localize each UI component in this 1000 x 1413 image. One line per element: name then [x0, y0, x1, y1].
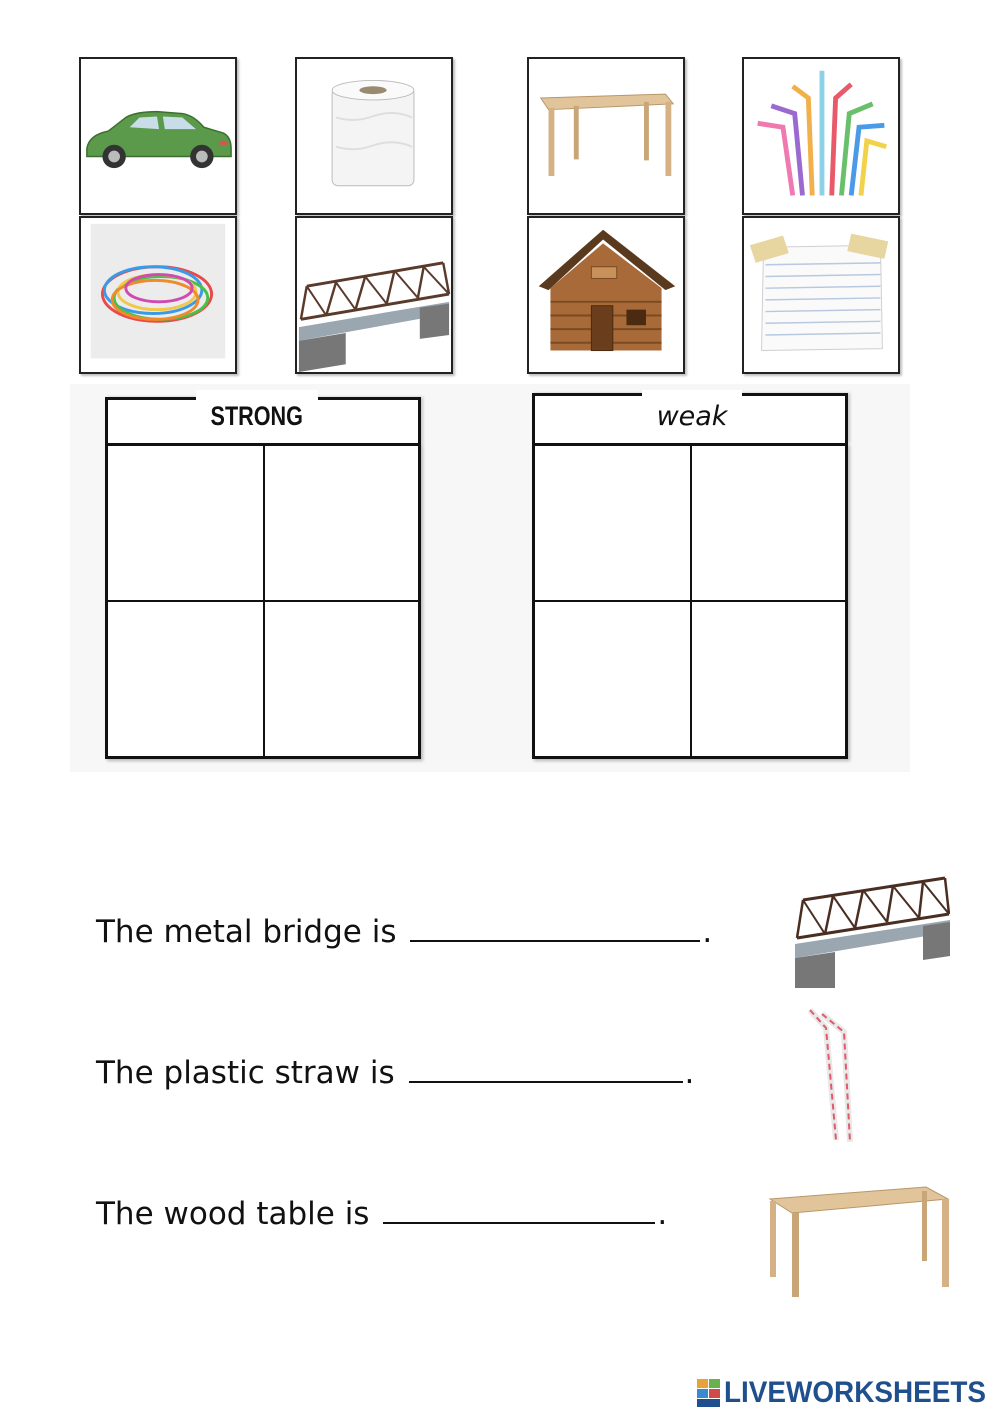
picture-card-car[interactable] — [79, 57, 237, 215]
wooden-house-icon — [529, 218, 683, 372]
sentence-row-1 — [96, 914, 712, 950]
wooden-table-icon — [529, 59, 683, 213]
strong-label-plate — [196, 390, 318, 442]
sentence-text: The wood table is — [96, 1196, 370, 1232]
liveworksheets-logo — [697, 1376, 1000, 1410]
picture-card-house[interactable] — [527, 216, 685, 374]
picture-card-straws[interactable] — [742, 57, 900, 215]
bridge-picture — [795, 860, 950, 988]
weak-drop-cell-1[interactable] — [535, 446, 692, 602]
metal-bridge-icon — [297, 218, 451, 372]
weak-label: weak — [656, 401, 728, 432]
plastic-straw-icon — [800, 1004, 860, 1144]
answer-blank-1[interactable] — [410, 936, 700, 942]
answer-blank-2[interactable] — [409, 1077, 683, 1083]
sentence-row-3 — [96, 1196, 667, 1232]
strong-drop-cell-3[interactable] — [108, 602, 265, 756]
straw-picture — [800, 1004, 860, 1144]
strong-drop-cell-4[interactable] — [265, 602, 418, 756]
liveworksheets-logo-icon — [697, 1379, 721, 1407]
weak-drop-cell-2[interactable] — [692, 446, 845, 602]
strong-drop-cell-1[interactable] — [108, 446, 265, 602]
weak-drop-cell-4[interactable] — [692, 602, 845, 756]
picture-card-rubber-bands[interactable] — [79, 216, 237, 374]
sentence-end: . — [684, 1055, 695, 1091]
picture-card-toilet-paper[interactable] — [295, 57, 453, 215]
sentence-text: The metal bridge is — [96, 914, 397, 950]
picture-card-table[interactable] — [527, 57, 685, 215]
toilet-paper-icon — [297, 59, 451, 213]
sentence-row-2 — [96, 1055, 694, 1091]
answer-blank-3[interactable] — [383, 1218, 655, 1224]
rubber-bands-icon — [81, 218, 235, 372]
strong-drop-cell-2[interactable] — [265, 446, 418, 602]
strong-label: STRONG — [210, 401, 304, 431]
plastic-straws-icon — [744, 59, 898, 213]
picture-card-bridge[interactable] — [295, 216, 453, 374]
sentence-text: The plastic straw is — [96, 1055, 395, 1091]
sentence-end: . — [702, 914, 713, 950]
weak-drop-cell-3[interactable] — [535, 602, 692, 756]
paper-sheet-icon — [744, 218, 898, 372]
liveworksheets-brand: LIVEWORKSHEETS — [724, 1376, 986, 1409]
car-icon — [81, 59, 235, 213]
table-picture — [766, 1183, 951, 1301]
metal-bridge-icon — [795, 860, 950, 988]
strong-table — [105, 443, 421, 759]
weak-table — [532, 443, 848, 759]
wooden-table-icon — [766, 1183, 951, 1301]
picture-card-paper[interactable] — [742, 216, 900, 374]
sentence-end: . — [657, 1196, 668, 1232]
weak-label-plate — [642, 390, 742, 444]
